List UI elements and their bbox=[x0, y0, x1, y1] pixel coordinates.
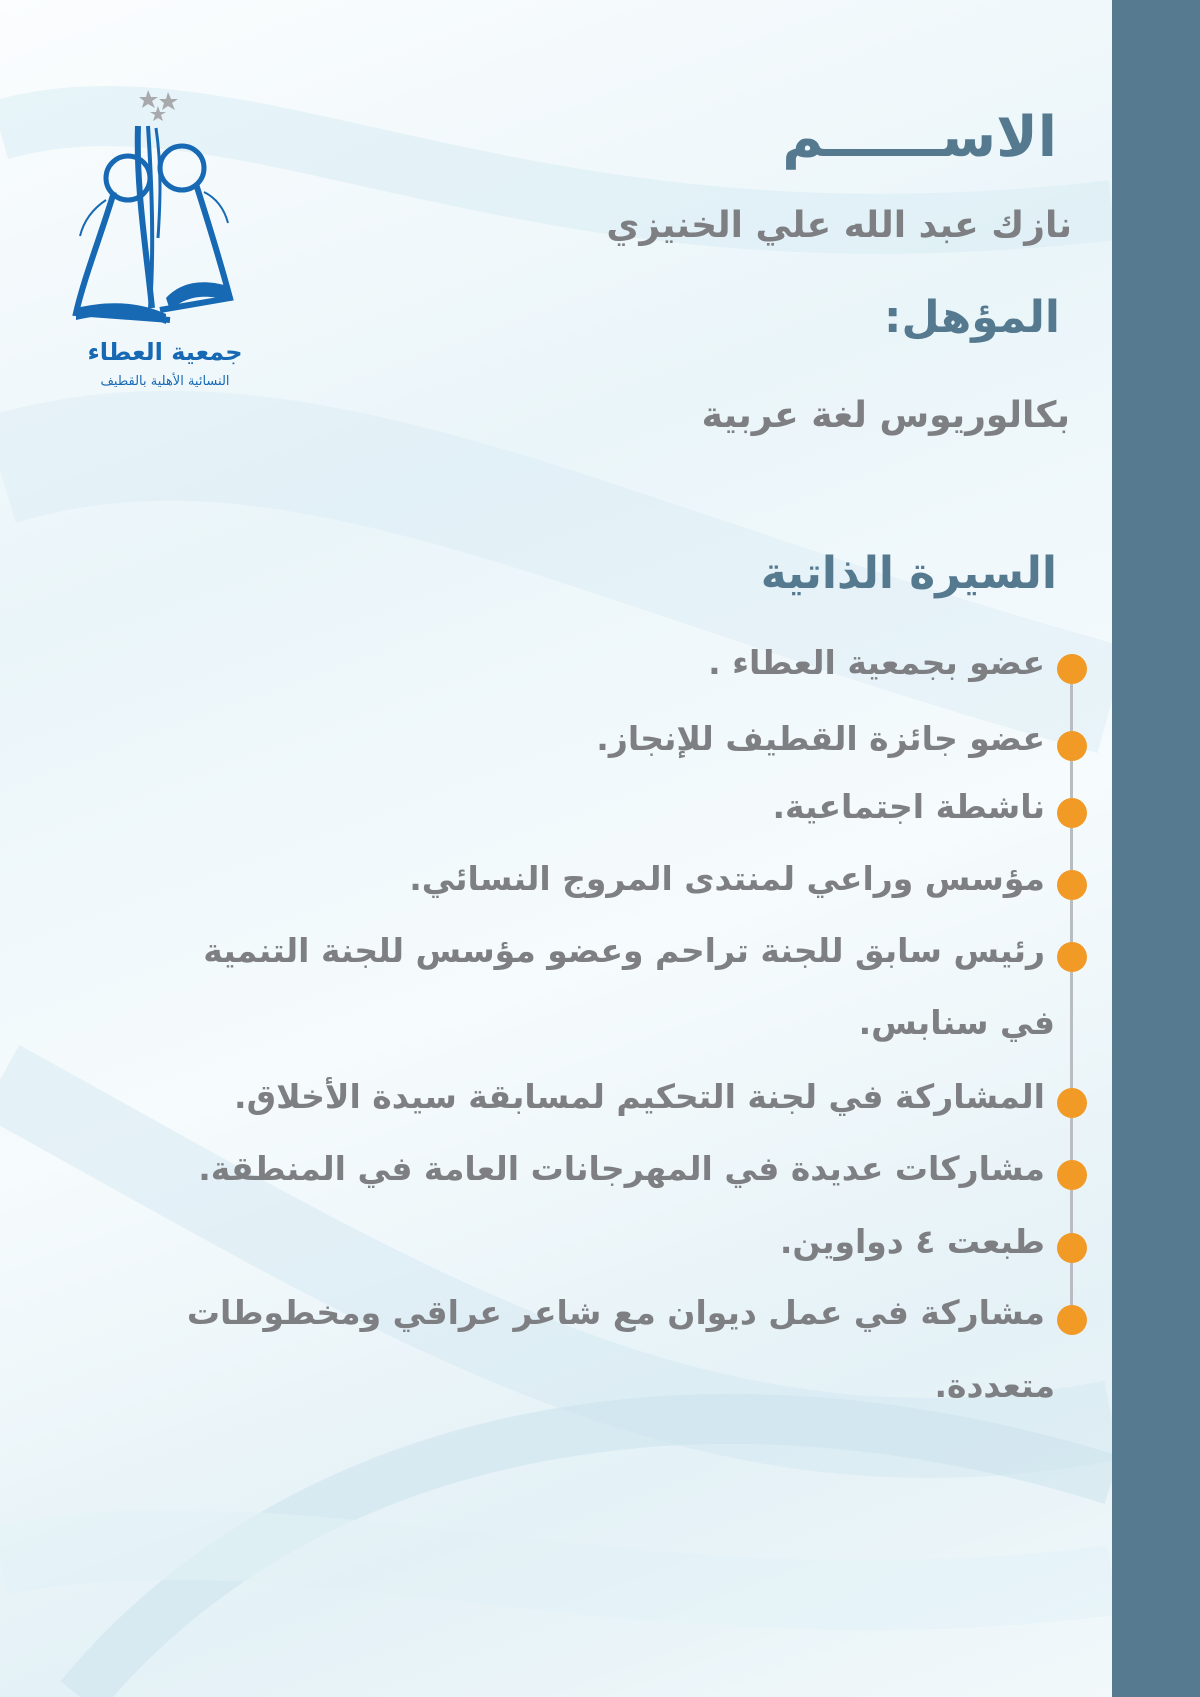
bio-item: مؤسس وراعي لمنتدى المروج النسائي. bbox=[409, 859, 1045, 898]
bullet-icon bbox=[1057, 870, 1087, 900]
bio-item: المشاركة في لجنة التحكيم لمسابقة سيدة الأخلاق. bbox=[234, 1077, 1045, 1116]
bullet-icon bbox=[1057, 942, 1087, 972]
bio-item: مشاركات عديدة في المهرجانات العامة في المنطقة. bbox=[198, 1149, 1045, 1188]
two-figures-with-book-and-stars-icon bbox=[70, 88, 260, 338]
logo-subtitle: النسائية الأهلية بالقطيف bbox=[100, 374, 230, 389]
right-sidebar-band bbox=[1112, 0, 1200, 1697]
bio-item-continuation: في سنابس. bbox=[858, 1003, 1055, 1042]
organization-logo bbox=[70, 88, 260, 408]
bio-item: رئيس سابق للجنة تراحم وعضو مؤسس للجنة التنمية bbox=[203, 931, 1045, 970]
bullet-icon bbox=[1057, 1233, 1087, 1263]
bio-item: ناشطة اجتماعية. bbox=[772, 787, 1045, 826]
qualification-heading: المؤهل: bbox=[883, 292, 1060, 343]
logo-name: جمعية العطاء bbox=[87, 338, 243, 366]
bio-item: مشاركة في عمل ديوان مع شاعر عراقي ومخطوطات bbox=[186, 1293, 1045, 1332]
bullet-icon bbox=[1057, 798, 1087, 828]
bio-item-continuation: متعددة. bbox=[934, 1366, 1055, 1405]
timeline-line bbox=[1070, 668, 1073, 1323]
bullet-icon bbox=[1057, 654, 1087, 684]
bullet-icon bbox=[1057, 1160, 1087, 1190]
bullet-icon bbox=[1057, 1088, 1087, 1118]
bio-item: طبعت ٤ دواوين. bbox=[779, 1222, 1045, 1261]
bullet-icon bbox=[1057, 1305, 1087, 1335]
name-heading: الاســــــم bbox=[782, 105, 1057, 170]
qualification-value: بكالوريوس لغة عربية bbox=[701, 395, 1070, 436]
bio-item: عضو جائزة القطيف للإنجاز. bbox=[596, 719, 1045, 758]
name-value: نازك عبد الله علي الخنيزي bbox=[606, 205, 1072, 246]
bullet-icon bbox=[1057, 731, 1087, 761]
bio-heading: السيرة الذاتية bbox=[760, 548, 1057, 599]
bio-item: عضو بجمعية العطاء . bbox=[708, 643, 1045, 682]
